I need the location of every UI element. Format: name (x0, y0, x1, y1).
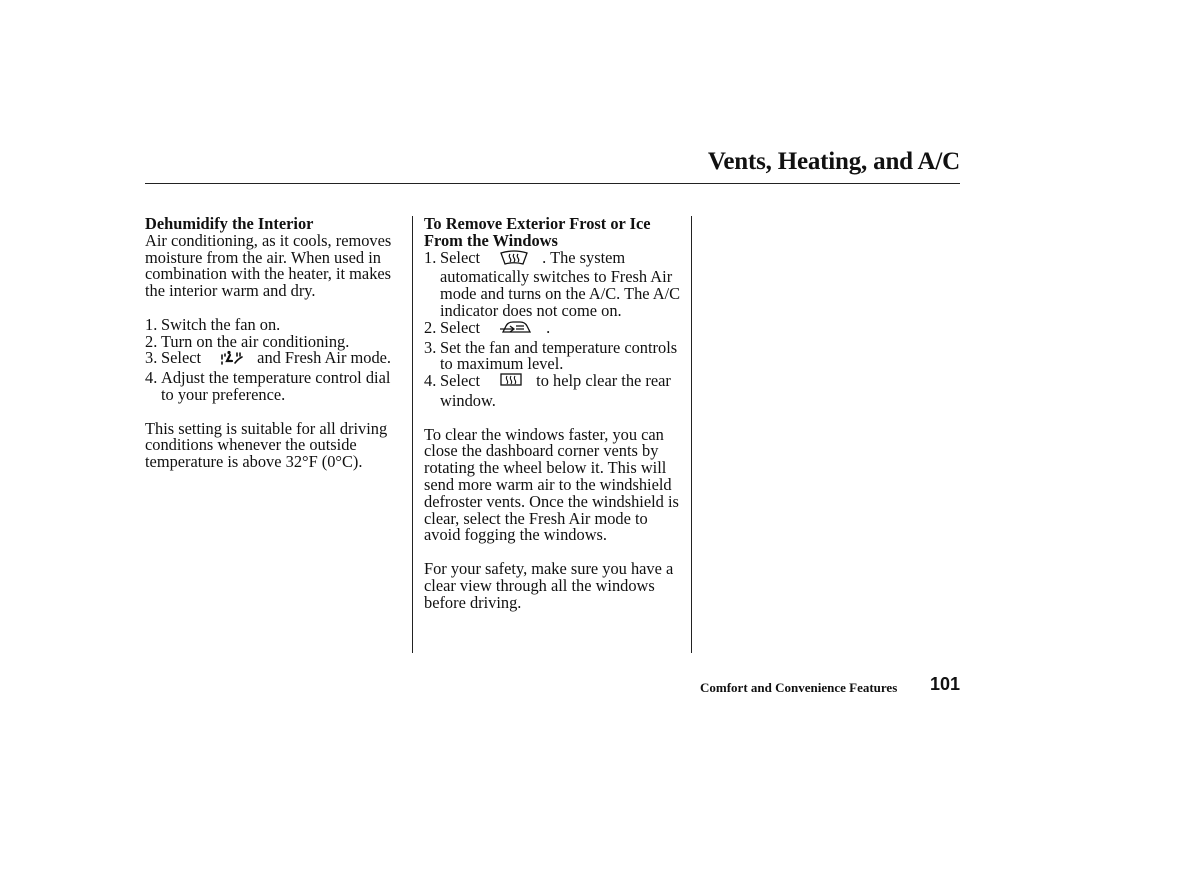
frost-step-1: 1. Select . The system automatically switches to Fresh Air mode and turns on the A/C. The A/C indicator does not come on. (424, 247, 681, 320)
footer-section-label: Comfort and Convenience Features (700, 680, 898, 695)
safety-note: For your safety, make sure you have a clear view through all the windows before driving. (424, 558, 674, 612)
frost-heading: To Remove Exterior Frost or Ice From the Windows (424, 214, 651, 250)
frost-step-4: 4. Select to help clear the rear window. (424, 371, 671, 410)
page-title: Vents, Heating, and A/C (707, 148, 960, 175)
page-number: 101 (930, 674, 961, 694)
frost-tip: To clear the windows faster, you can close the dashboard corner vents by rotating the wheel below it. This will send more warm air to the windshield defroster vents. Once the windshield is clear, select the Fresh Air mode to avoid fogging the windows. (424, 424, 679, 545)
dehumidify-steps (145, 314, 407, 404)
dehumidify-note: This setting is suitable for all driving conditions whenever the outside temperature is above 32°F (0°C). (145, 418, 388, 472)
frost-step-2: 2. Select . (424, 320, 686, 340)
column-divider (412, 216, 413, 653)
dehumidify-intro: Air conditioning, as it cools, removes moisture from the air. When used in combination with the heater, it makes the interior warm and dry. (145, 230, 392, 301)
dehumidify-step-1: 1. Switch the fan on. (145, 314, 281, 334)
frost-step-3: 3. Set the fan and temperature controls to maximum level. (424, 337, 678, 374)
dehumidify-heading: Dehumidify the Interior (145, 214, 314, 233)
column-dehumidify (145, 216, 407, 471)
column-frost-removal (424, 216, 686, 611)
header-rule (145, 183, 960, 184)
column-divider (691, 216, 692, 653)
dehumidify-step-4: 4. Adjust the temperature control dial to your preference. (145, 368, 391, 404)
dehumidify-step-2: 2. Turn on the air conditioning. (145, 331, 350, 351)
frost-steps (424, 247, 686, 410)
rear-defrost-icon (499, 373, 523, 393)
dehumidify-step-3: 3. Select and Fresh Air mode. (145, 350, 407, 370)
